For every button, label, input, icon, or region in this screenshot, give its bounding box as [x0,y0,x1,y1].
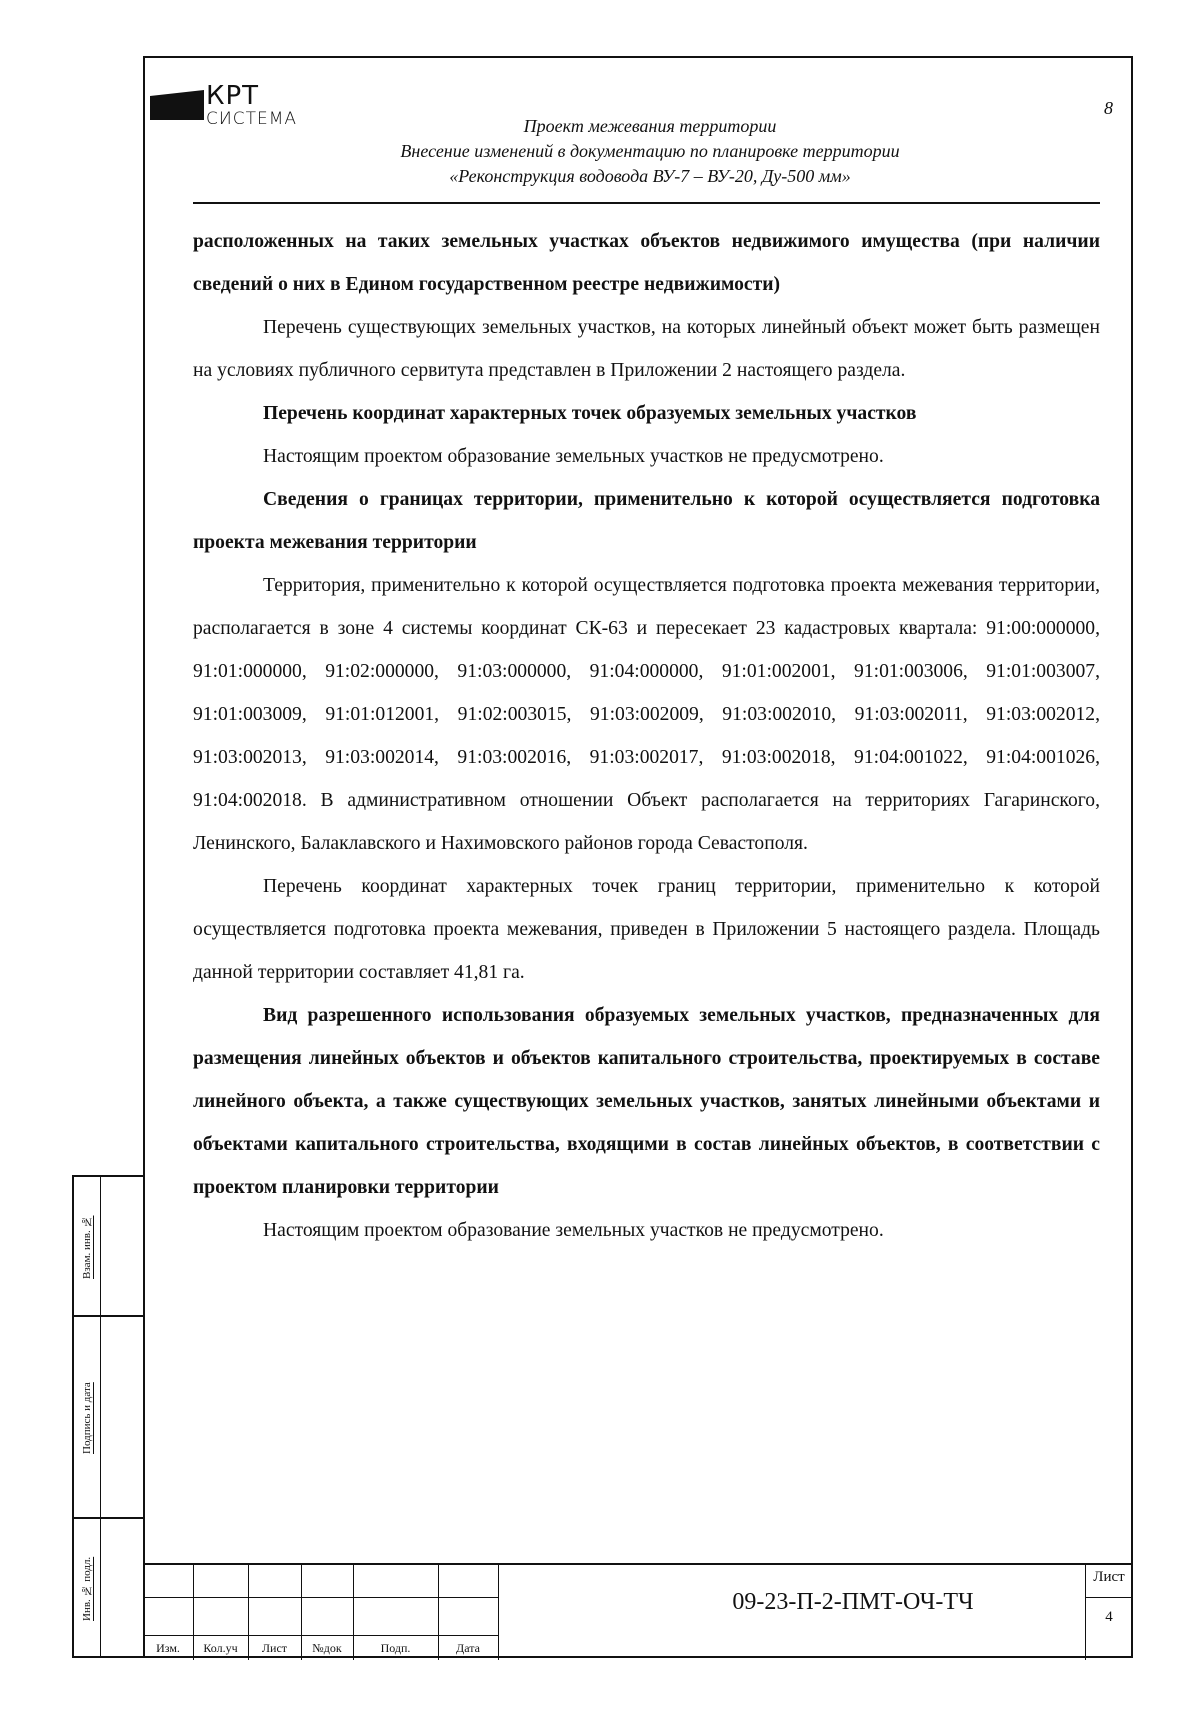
paragraph: Настоящим проектом образование земельных участков не предусмотрено. [263,1220,884,1241]
title-block-row-line [143,1635,498,1636]
header-line-1: Проект межевания территории [523,116,777,136]
title-block [143,1563,1133,1660]
paragraph: Настоящим проектом образование земельных участков не предусмотрено. [263,446,884,467]
title-block-row-line [143,1597,498,1598]
document-header [330,114,970,189]
side-stamp-divider [100,1177,101,1656]
section-heading: Перечень координат характерных точек образуемых земельных участков [263,403,917,424]
title-block-row-line [1085,1597,1133,1598]
paragraph: Перечень координат характерных точек границ территории, применительно к которой осуществляется подготовка проекта межевания, приведен в Приложении 5 настоящего раздела. Площадь данной территории составляет 41,81 га. [193,876,1100,983]
col-ndok: №док [312,1641,342,1655]
side-stamp [72,1175,143,1658]
side-stamp-row-divider [74,1315,143,1317]
header-divider [193,202,1100,204]
paragraph: Территория, применительно к которой осуществляется подготовка проекта межевания территории, располагается в зоне 4 системы координат СК-63 и пересекает 23 кадастровых квартала: 91:00:000000, 91:01:000000, 91:02:000000, 91:03:000000, 91:04:000000, 91:01:002001, 91:01:003006, 91:01:003007, 91:01:003009, 91:01:012001, 91:02:003015, 91:03:002009, 91:03:002010, 91:03:002011, 91:03:002012, 91:03:002013, 91:03:002014, 91:03:002016, 91:03:002017, 91:03:002018, 91:04:001022, 91:04:001026, 91:04:002018. В административном отношении Объект располагается на территориях Гагаринского, Ленинского, Балаклавского и Нахимовского районов города Севастополя. [193,575,1100,854]
col-list: Лист [261,1641,288,1655]
company-logo [150,81,300,134]
logo-mark-icon [150,90,204,120]
paragraph-continuation: расположенных на таких земельных участках объектов недвижимого имущества (при наличии сведений о них в Едином государственном реестре недвижимости) [193,231,1100,295]
side-stamp-row-divider [74,1517,143,1519]
sheet-label: Лист [1093,1569,1125,1585]
side-stamp-signature-date: Подпись и дата [81,1382,93,1454]
section-heading: Сведения о границах территории, применительно к которой осуществляется подготовка проекта межевания территории [193,489,1100,553]
header-line-3: «Реконструкция водовода ВУ-7 – ВУ-20, Ду-500 мм» [449,166,851,186]
document-code: 09-23-П-2-ПМТ-ОЧ-ТЧ [732,1589,974,1615]
sheet-number: 4 [1105,1609,1113,1625]
col-podp: Подп. [380,1641,411,1655]
col-data: Дата [456,1641,480,1655]
document-body [193,220,1100,1252]
col-kol-uch: Кол.уч [203,1641,238,1655]
title-block-col-line [498,1565,499,1660]
side-stamp-inv-original: Инв. № подл. [81,1556,93,1622]
paragraph: Перечень существующих земельных участков, на которых линейный объект может быть размещен на условиях публичного сервитута представлен в Приложении 2 настоящего раздела. [193,317,1100,381]
section-heading: Вид разрешенного использования образуемых земельных участков, предназначенных для размещения линейных объектов и объектов капитального строительства, проектируемых в составе линейного объекта, а также существующих земельных участков, занятых линейными объектами и объектами капитального строительства, входящими в состав линейных объектов, в соответствии с проектом планировки территории [193,1005,1100,1198]
logo-text-bottom: СИСТЕМА [206,109,297,129]
side-stamp-inv-replace: Взам. инв. № [81,1215,93,1279]
logo-text-top: КРТ [206,81,260,111]
col-izm: Изм. [156,1641,180,1655]
header-line-2: Внесение изменений в документацию по планировке территории [400,141,900,161]
page-number: 8 [1104,98,1113,118]
